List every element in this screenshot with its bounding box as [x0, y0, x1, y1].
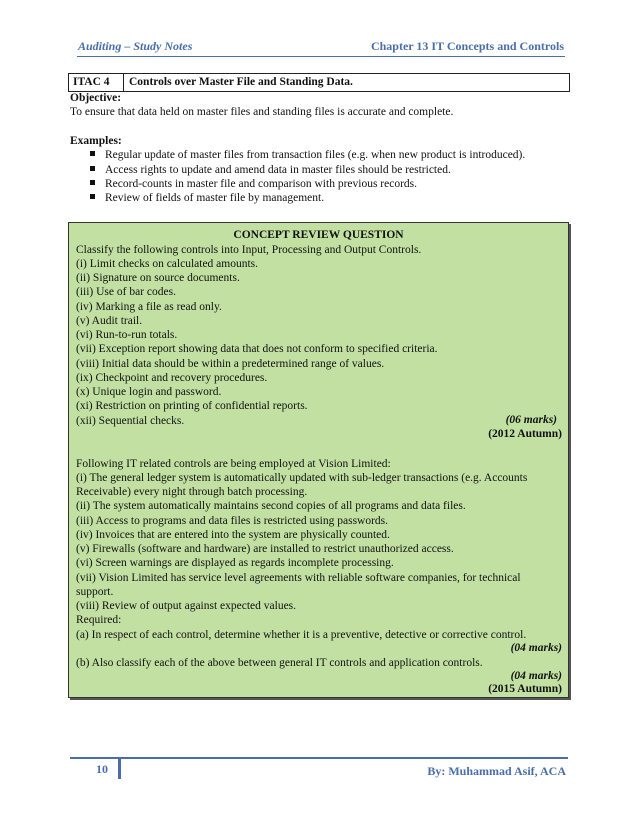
list-item: Record-counts in master file and comparison with previous records.	[90, 177, 417, 192]
required-b-marks: (04 marks)	[510, 670, 562, 682]
footer-rule	[70, 757, 568, 759]
q1-intro: Classify the following controls into Input, Processing and Output Controls.	[76, 244, 422, 256]
header-book-title: Auditing – Study Notes	[78, 39, 193, 53]
q1-item: (iii) Use of bar codes.	[76, 286, 176, 298]
q1-item: (v) Audit trail.	[76, 315, 143, 327]
footer-author: By: Muhammad Asif, ACA	[427, 764, 566, 778]
q2-intro: Following IT related controls are being employed at Vision Limited:	[76, 458, 391, 470]
required-a-marks: (04 marks)	[510, 642, 562, 654]
q2-item: (ii) The system automatically maintains second copies of all programs and data files.	[76, 500, 466, 512]
q1-item: (vi) Run-to-run totals.	[76, 329, 178, 341]
objective-label: Objective:	[70, 92, 122, 104]
required-a: (a) In respect of each control, determine whether it is a preventive, detective or corrective control.	[76, 629, 527, 641]
q2-item: support.	[76, 586, 114, 598]
q1-item: (i) Limit checks on calculated amounts.	[76, 258, 259, 270]
q1-item: (x) Unique login and password.	[76, 386, 222, 398]
bullet-icon	[90, 194, 95, 199]
q2-item: (iii) Access to programs and data files is restricted using passwords.	[76, 515, 389, 527]
review-heading: CONCEPT REVIEW QUESTION	[233, 229, 404, 241]
q1-marks: (06 marks)	[505, 414, 557, 426]
q1-item: (ix) Checkpoint and recovery procedures.	[76, 372, 268, 384]
page-footer	[70, 757, 568, 779]
footer-divider	[118, 759, 121, 779]
objective-text: To ensure that data held on master files and standing files is accurate and complete.	[70, 106, 454, 118]
q1-item: (xii) Sequential checks.	[76, 415, 185, 427]
q1-session: (2012 Autumn)	[488, 428, 562, 440]
q2-item: (viii) Review of output against expected values.	[76, 600, 297, 612]
q2-item: Receivable) every night through batch processing.	[76, 486, 308, 498]
list-item: Review of fields of master file by management.	[90, 191, 324, 206]
itac-heading-table	[68, 73, 570, 92]
q1-item: (iv) Marking a file as read only.	[76, 301, 222, 313]
q2-item: (v) Firewalls (software and hardware) are installed to restrict unauthorized access.	[76, 543, 454, 555]
list-item: Regular update of master files from transaction files (e.g. when new product is introduced).	[90, 148, 525, 163]
q1-item: (vii) Exception report showing data that does not conform to specified criteria.	[76, 343, 438, 355]
q2-item: (vii) Vision Limited has service level agreements with reliable software companies, for technical	[76, 572, 521, 584]
q2-session: (2015 Autumn)	[488, 683, 562, 695]
bullet-icon	[90, 166, 95, 171]
q2-item: (iv) Invoices that are entered into the system are physically counted.	[76, 529, 390, 541]
page-header	[77, 38, 565, 57]
concept-review-box	[68, 222, 569, 698]
q2-item: (i) The general ledger system is automatically updated with sub-ledger transactions (e.g. Accounts	[76, 472, 528, 484]
q1-item: (xi) Restriction on printing of confidential reports.	[76, 400, 308, 412]
bullet-icon	[90, 180, 95, 185]
q1-item: (ii) Signature on source documents.	[76, 272, 240, 284]
itac-code: ITAC 4	[69, 74, 124, 91]
q1-item: (viii) Initial data should be within a predetermined range of values.	[76, 358, 385, 370]
page-number: 10	[96, 762, 108, 776]
list-item: Access rights to update and amend data in master files should be restricted.	[90, 163, 451, 178]
required-label: Required:	[76, 614, 122, 626]
bullet-icon	[90, 151, 95, 156]
header-chapter-title: Chapter 13 IT Concepts and Controls	[370, 39, 564, 53]
examples-label: Examples:	[70, 135, 122, 147]
itac-title: Controls over Master File and Standing Data.	[129, 76, 353, 88]
required-b: (b) Also classify each of the above between general IT controls and application controls.	[76, 657, 483, 669]
q2-item: (vi) Screen warnings are displayed as regards incomplete processing.	[76, 557, 394, 569]
